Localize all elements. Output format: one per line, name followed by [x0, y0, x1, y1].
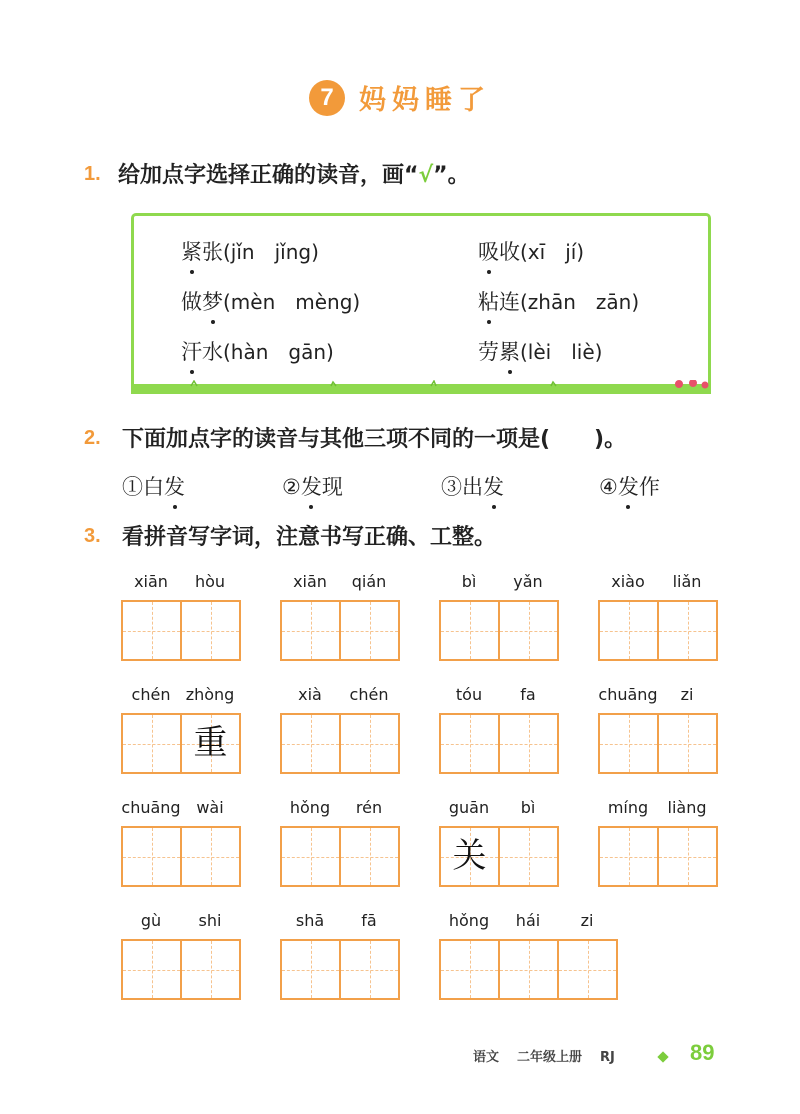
tianzige-box[interactable] [341, 939, 400, 1000]
word-rest: 白 [143, 475, 164, 499]
footer-subject: 语文 [473, 1050, 500, 1065]
tianzige-box[interactable] [182, 713, 241, 774]
q1-prompt [118, 158, 470, 189]
tianzige-box[interactable] [500, 939, 559, 1000]
q1-item-1 [181, 236, 319, 266]
q1-item-5 [181, 336, 334, 366]
tianzige-row [598, 826, 718, 887]
pinyin-label: zhòng [185, 685, 235, 704]
tianzige-box[interactable] [439, 713, 500, 774]
dotted-char: 发 [483, 471, 504, 501]
tianzige-box[interactable] [559, 939, 618, 1000]
pinyin-label: chuāng [598, 685, 658, 704]
tianzige-box[interactable] [182, 939, 241, 1000]
word-rest: 水 [202, 340, 223, 364]
dotted-char: 吸 [478, 236, 499, 266]
tianzige-row [280, 600, 400, 661]
grass-decoration [131, 380, 711, 394]
pinyin-label: xiào [611, 572, 645, 591]
dotted-char: 梦 [202, 286, 223, 316]
pinyin-label: qián [351, 572, 387, 591]
pinyin-choices: (hàn gān) [223, 340, 334, 364]
pinyin-label: shā [295, 911, 325, 930]
dotted-char: 粘 [478, 286, 499, 316]
tianzige-box[interactable] [341, 713, 400, 774]
tianzige-row [439, 826, 559, 887]
pinyin-label: míng [607, 798, 649, 817]
tianzige-box[interactable] [659, 826, 718, 887]
tianzige-box[interactable] [121, 939, 182, 1000]
q1-item-2 [478, 236, 584, 266]
tianzige-row [439, 939, 618, 1000]
pinyin-choices: (jǐn jǐng) [223, 240, 319, 264]
tianzige-box[interactable] [439, 939, 500, 1000]
flower-3 [702, 382, 709, 389]
q1-item-3 [181, 286, 360, 316]
option-mark: ③ [441, 475, 462, 499]
pinyin-label: xià [298, 685, 322, 704]
dotted-char: 发 [301, 471, 322, 501]
q2-option-2[interactable] [282, 471, 343, 501]
tianzige-row [280, 713, 400, 774]
pinyin-label: bì [520, 798, 536, 817]
pinyin-label: bì [461, 572, 477, 591]
q2-number: 2. [84, 427, 101, 449]
q2-prompt: 下面加点字的读音与其他三项不同的一项是( )。 [122, 427, 627, 452]
q3-prompt: 看拼音写字词，注意书写正确、工整。 [122, 525, 497, 550]
tianzige-row [121, 600, 241, 661]
tianzige-box[interactable] [280, 713, 341, 774]
lesson-header [0, 78, 800, 117]
dotted-char: 发 [164, 471, 185, 501]
tianzige-box[interactable] [598, 826, 659, 887]
tianzige-box[interactable] [659, 600, 718, 661]
tianzige-box[interactable] [341, 826, 400, 887]
pinyin-label: chén [349, 685, 389, 704]
tianzige-box[interactable] [182, 826, 241, 887]
pinyin-label: xiān [293, 572, 327, 591]
word-rest: 连 [499, 290, 520, 314]
q1-item-4 [478, 286, 639, 316]
option-mark: ② [282, 475, 301, 499]
grass-strip [131, 384, 711, 394]
q1-prompt-start: 给加点字选择正确的读音，画“ [118, 163, 419, 188]
pinyin-choices: (mèn mèng) [223, 290, 361, 314]
diamond-shape [657, 1051, 668, 1062]
word-rest: 作 [638, 475, 660, 499]
pinyin-label: yǎn [513, 572, 543, 591]
pinyin-label: hǒng [448, 911, 490, 930]
tianzige-box[interactable] [121, 600, 182, 661]
word-rest: 做 [181, 290, 202, 314]
tianzige-box[interactable] [500, 713, 559, 774]
pinyin-label: chén [131, 685, 171, 704]
footer-diamond-icon [656, 1050, 670, 1064]
pinyin-choices: (xī jí) [520, 240, 585, 264]
word-rest: 劳 [478, 340, 499, 364]
tianzige-box[interactable] [280, 600, 341, 661]
tianzige-box[interactable] [439, 600, 500, 661]
q2-option-4[interactable] [599, 471, 660, 501]
tianzige-box[interactable] [121, 713, 182, 774]
pinyin-label: hǒng [289, 798, 331, 817]
pinyin-label: fa [520, 685, 536, 704]
q2-option-1[interactable] [122, 471, 185, 501]
pinyin-label: rén [355, 798, 383, 817]
flower-1 [675, 380, 683, 388]
tianzige-box[interactable] [598, 600, 659, 661]
dotted-char: 紧 [181, 236, 202, 266]
pinyin-label: zi [580, 911, 594, 930]
written-char: 关 [452, 836, 487, 876]
option-mark: ① [122, 475, 143, 499]
pinyin-label: liàng [667, 798, 707, 817]
dotted-char: 累 [499, 336, 520, 366]
word-rest: 收 [499, 240, 520, 264]
pinyin-label: fā [361, 911, 377, 930]
pinyin-label: hòu [194, 572, 226, 591]
q1-number: 1. [84, 163, 101, 185]
tianzige-box[interactable] [280, 939, 341, 1000]
written-char: 重 [193, 723, 228, 763]
tianzige-row [439, 713, 559, 774]
pinyin-label: xiān [134, 572, 168, 591]
word-rest: 现 [321, 475, 343, 499]
q1-prompt-end: ”。 [433, 163, 470, 188]
tianzige-box[interactable] [659, 713, 718, 774]
tianzige-box[interactable] [121, 826, 182, 887]
pinyin-label: wài [196, 798, 224, 817]
check-mark-icon: √ [418, 163, 434, 188]
tianzige-box[interactable] [500, 600, 559, 661]
tianzige-box[interactable] [341, 600, 400, 661]
lesson-number-badge: 7 [309, 80, 345, 116]
pinyin-label: shi [198, 911, 222, 930]
pinyin-label: chuāng [121, 798, 181, 817]
pinyin-label: tóu [455, 685, 483, 704]
pinyin-label: gù [140, 911, 162, 930]
tianzige-box[interactable] [439, 826, 500, 887]
pinyin-label: liǎn [672, 572, 702, 591]
pinyin-label: zi [680, 685, 694, 704]
pinyin-label: guān [448, 798, 490, 817]
tianzige-row [280, 939, 400, 1000]
tianzige-row [121, 939, 241, 1000]
tianzige-row [121, 826, 241, 887]
q3-number: 3. [84, 525, 101, 547]
dotted-char: 汗 [181, 336, 202, 366]
tianzige-box[interactable] [598, 713, 659, 774]
tianzige-row [598, 713, 718, 774]
tianzige-box[interactable] [500, 826, 559, 887]
tianzige-row [280, 826, 400, 887]
pinyin-label: hái [515, 911, 541, 930]
tianzige-row [121, 713, 241, 774]
q2-option-3[interactable] [441, 471, 504, 501]
footer-edition: RJ [600, 1050, 615, 1065]
word-rest: 张 [202, 240, 223, 264]
tianzige-box[interactable] [280, 826, 341, 887]
tianzige-box[interactable] [182, 600, 241, 661]
lesson-title: 妈妈睡了 [359, 85, 491, 116]
page-footer [473, 1046, 633, 1065]
footer-grade: 二年级上册 [517, 1050, 583, 1065]
page-number: 89 [690, 1040, 715, 1065]
tianzige-row [439, 600, 559, 661]
tianzige-row [598, 600, 718, 661]
pinyin-choices: (lèi liè) [520, 340, 603, 364]
option-mark: ④ [599, 475, 618, 499]
pinyin-choices: (zhān zān) [520, 290, 640, 314]
q1-item-6 [478, 336, 602, 366]
word-rest: 出 [462, 475, 483, 499]
dotted-char: 发 [618, 471, 639, 501]
